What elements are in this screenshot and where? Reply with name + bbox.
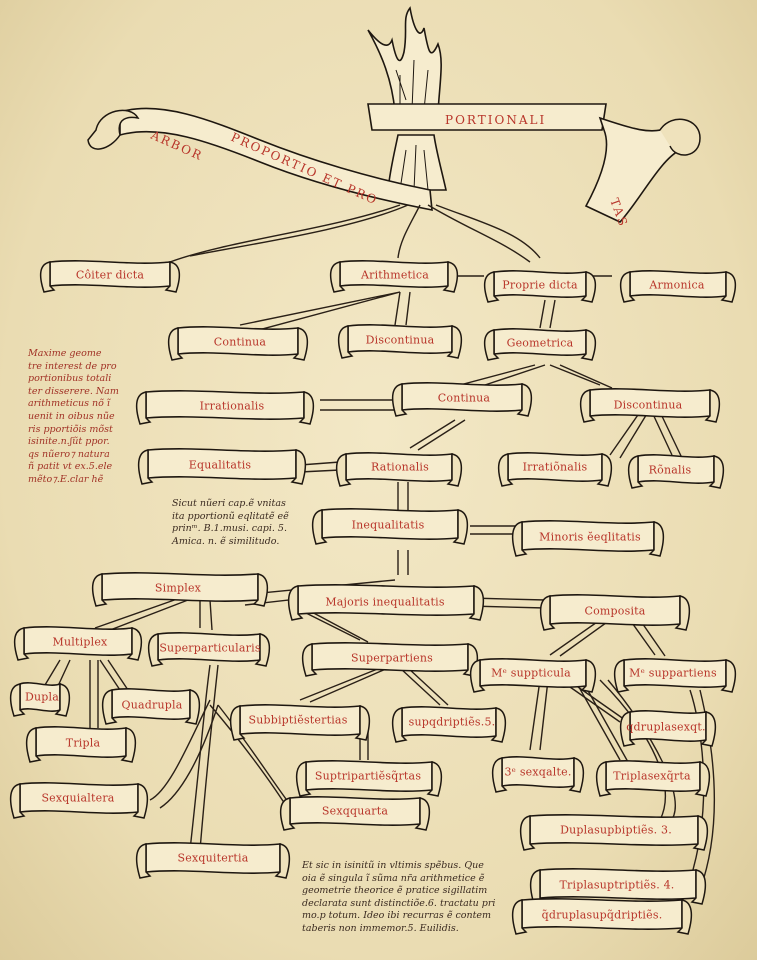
node-proprie-dicta: Proprie dicta: [502, 278, 578, 292]
tree-crown: [368, 8, 446, 190]
node-triplasup: Triplasuptriptiẽs. 4.: [559, 878, 675, 892]
banner-word-tail: TAS: [607, 196, 631, 230]
node-sexqquarta: Sexqquarta: [321, 804, 389, 818]
node-equalitatis: Equalitatis: [188, 458, 252, 472]
node-dupla: Dupla: [24, 690, 60, 704]
node-ronalis: Rõnalis: [648, 463, 692, 477]
node-quadrupla: Quadrupla: [121, 698, 183, 712]
node-coiter-dicta: Côiter dicta: [75, 268, 145, 282]
node-inequalitatis: Inequalitatis: [351, 518, 425, 532]
node-irrationalis: Irrationalis: [199, 399, 265, 413]
note-bottom: Et sic in isinitũ in vltimis spẽbus. Que oia ẽ singula ĩ sũma nr̃a arithmetice ẽ geometrie theorice ẽ pratice sigillatim declarata sunt distinctiõe.6. tractatu pri mo.p totum. Ideo ibi recurras ẽ contem taberis non immemor.5. Euilidis.: [302, 860, 496, 934]
node-minoris: Minoris ĕeqlitatis: [539, 530, 641, 544]
node-duplasup: Duplasupbiptiẽs. 3.: [560, 823, 672, 837]
node-mult-superpartiens: Mᵉ suppartiens: [629, 666, 717, 680]
node-geometrica: Geometrica: [506, 336, 574, 350]
node-tripla: Tripla: [65, 736, 101, 750]
node-sexquitertia: Sexquitertia: [177, 851, 249, 865]
node-simplex: Simplex: [154, 581, 202, 595]
node-qdruplasup: q̃druplasupq̃driptiẽs.: [541, 908, 663, 922]
banner-word-left: ARBOR: [148, 127, 206, 164]
node-rationalis: Rationalis: [371, 460, 429, 474]
node-subbipartiens: Subbiptiĕstertias: [248, 713, 348, 727]
banner-word-middle: PROPORTIO ET PRO: [228, 129, 381, 208]
node-mult-superparticula: Mᵉ suppticula: [491, 666, 571, 680]
node-continua-arith: Continua: [213, 335, 267, 349]
node-arithmetica: Arithmetica: [360, 268, 430, 282]
node-supertripartiens: Suptripartiĕsq̃rtas: [314, 769, 422, 783]
node-discontinua-arith: Discontinua: [365, 333, 435, 347]
node-quadruplasexq: qdruplasexqt.: [626, 720, 706, 734]
node-discontinua-geom: Discontinua: [613, 398, 683, 412]
node-multiplex: Multiplex: [52, 635, 108, 649]
node-majoris: Majoris inequalitatis: [325, 595, 445, 609]
node-irrationalis-2: Irratiõnalis: [522, 460, 588, 474]
node-armonica: Armonica: [649, 278, 705, 292]
node-continua-geom: Continua: [437, 391, 491, 405]
node-triplasexq: Triplasexq̃rta: [613, 769, 691, 783]
node-sesqualte: 3ᵉ sexqalte.: [504, 765, 572, 779]
note-left: Maxime geome tre interest de pro portionibus totali ter disserere. Nam arithmeticus nõ ĩ uenit in oibus nũe ris pportiõis mõst isinite.n.ʃũt ppor. qs nũero⁊ natura ñ patit vt ex.5.ele mẽto⁊.E.clar hẽ: [28, 348, 119, 485]
note-middle: Sicut nũeri cap.ẽ vnitas ita pportionũ eqlitatẽ eẽ prinᵐ. B.1.musi. capi. 5. Amica. n. ẽ similitudo.: [172, 498, 289, 547]
banner-word-right: PORTIONALI: [445, 113, 547, 127]
node-superpartiens: Superpartiens: [350, 651, 434, 665]
node-supquadripartiens: supqdriptiẽs.5.: [408, 715, 496, 729]
node-composita: Composita: [584, 604, 646, 618]
node-superparticularis: Superparticularis: [159, 641, 261, 655]
node-sexquialtera: Sexquialtera: [41, 791, 115, 805]
